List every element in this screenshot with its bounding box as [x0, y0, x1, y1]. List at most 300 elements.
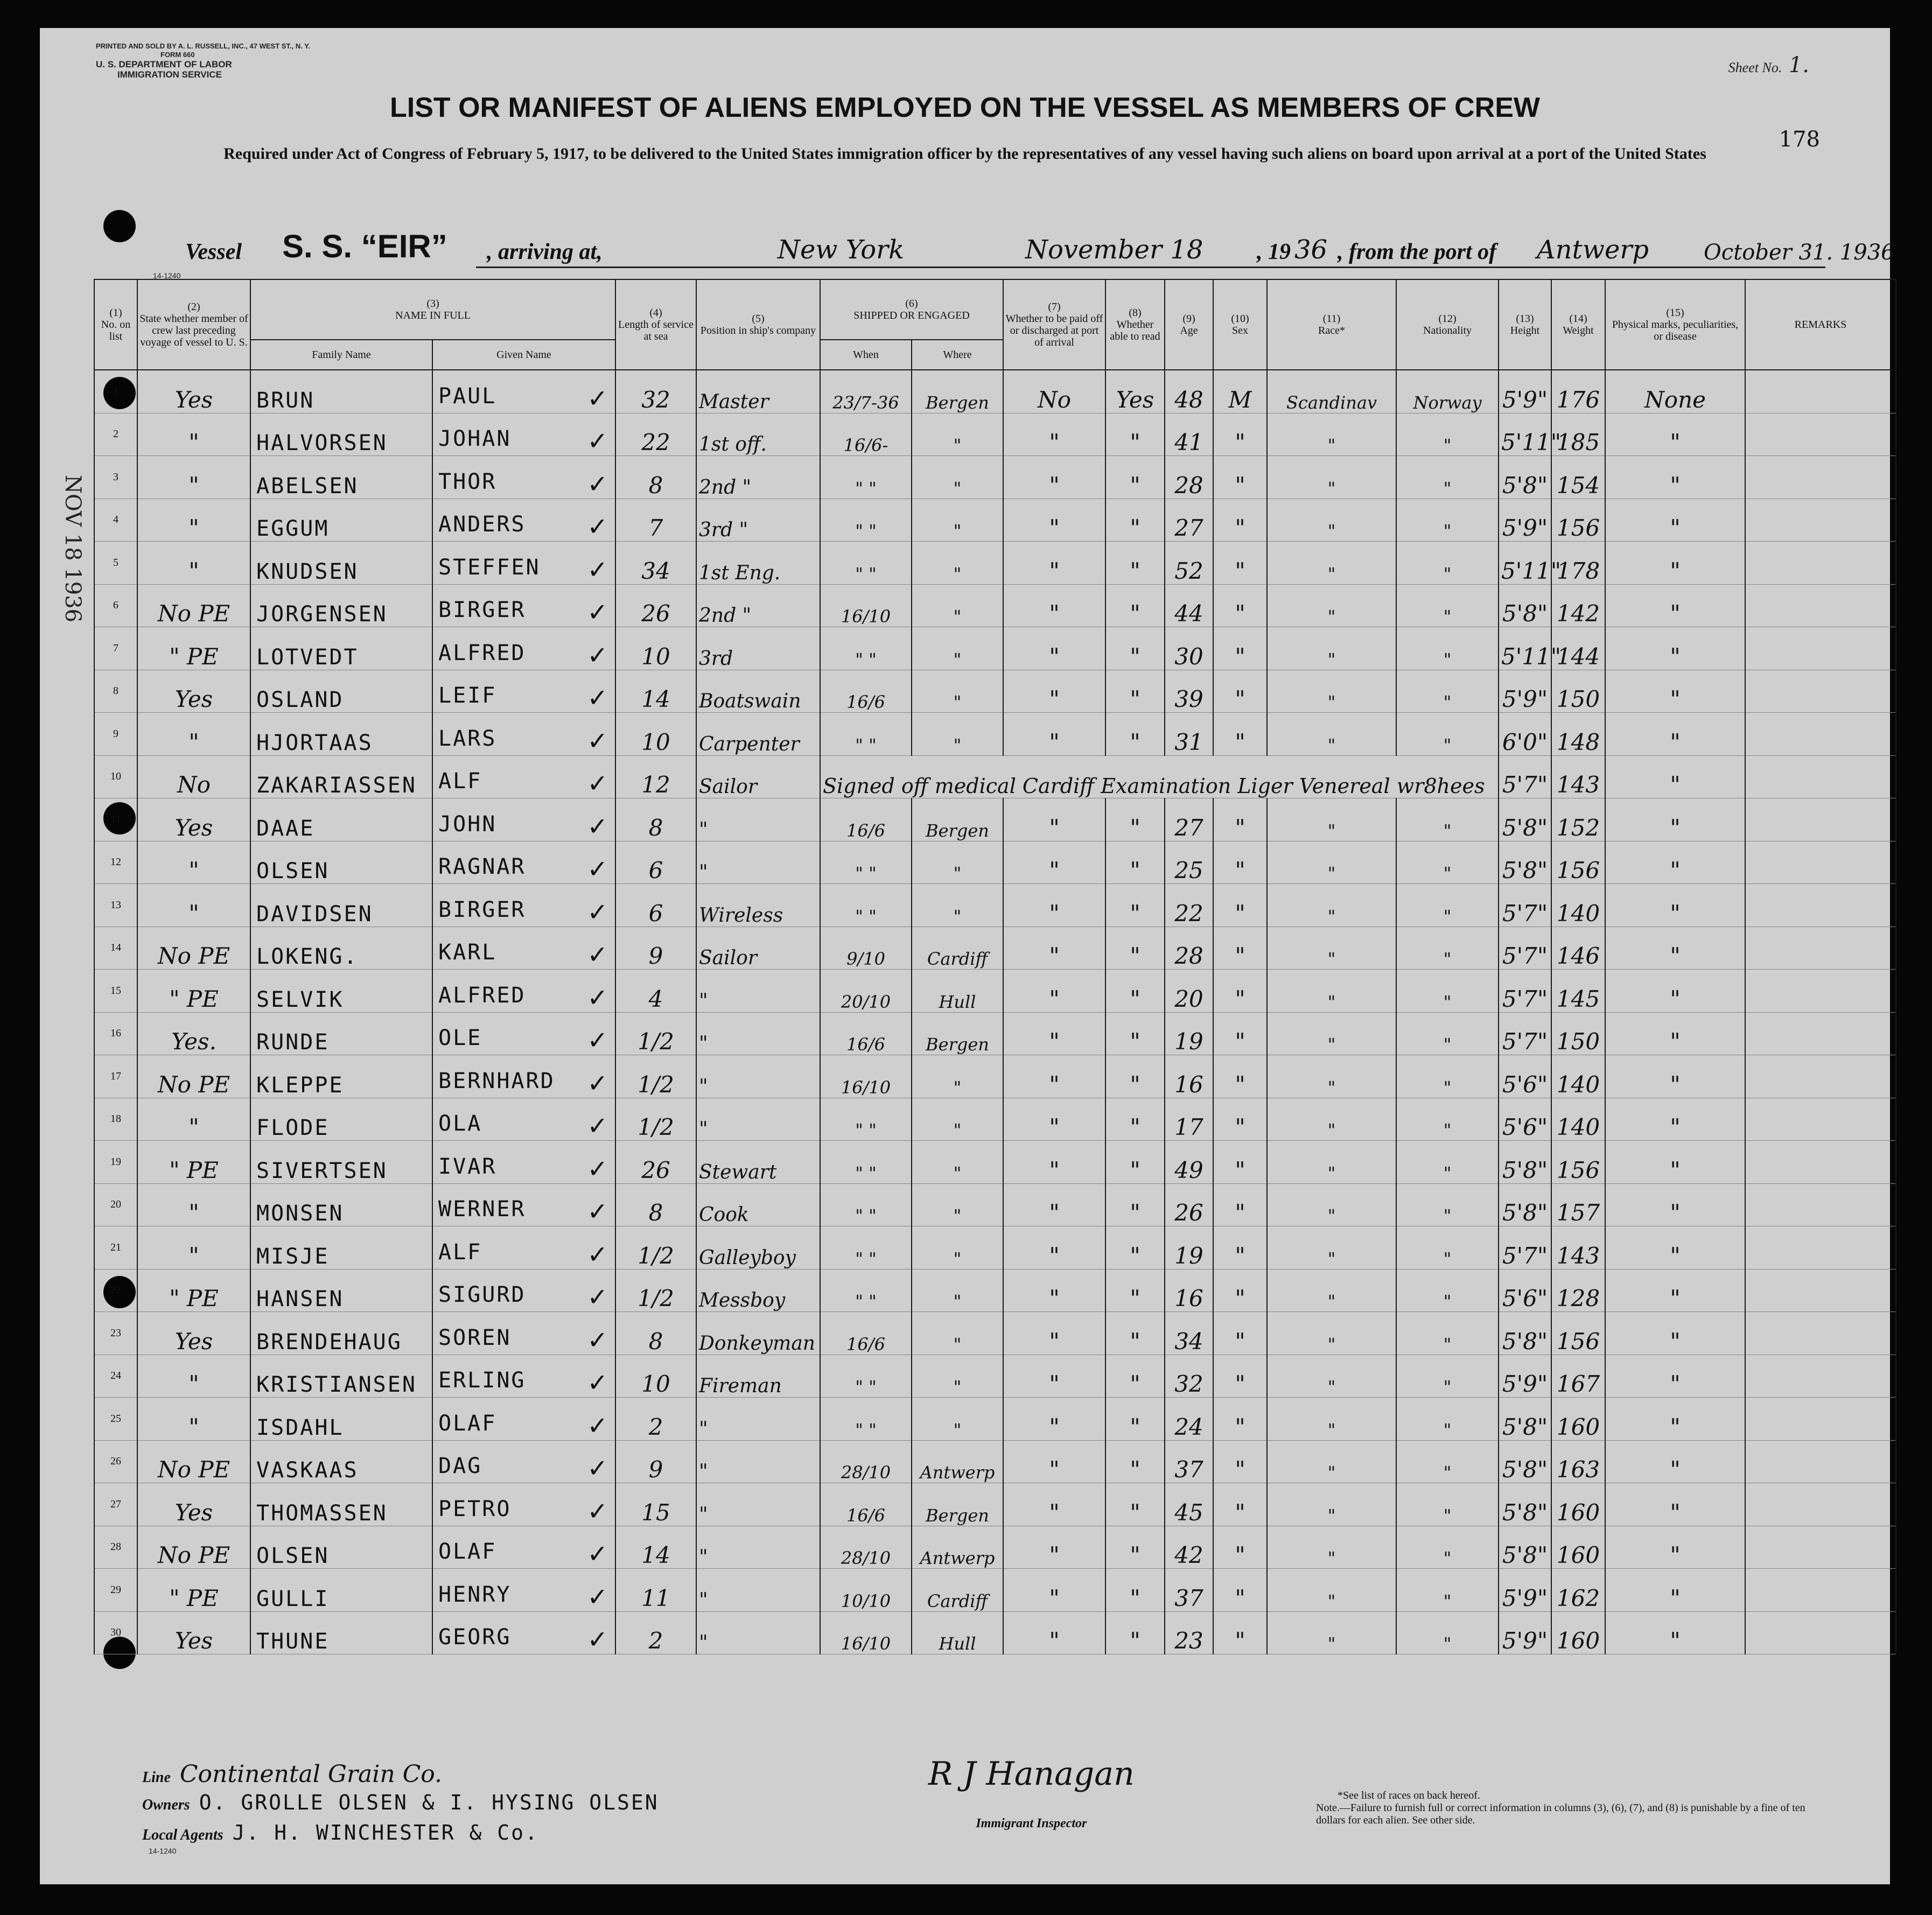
page-number: 178 — [1779, 127, 1820, 152]
departure-date: October 31. 1936 — [1704, 240, 1895, 265]
col-read-header: (8) Whether able to read — [1105, 279, 1165, 370]
age-cell: 22 — [1165, 884, 1213, 927]
sheet-number-label: Sheet No. — [1728, 60, 1782, 75]
check-mark-icon: ✓ — [587, 1496, 610, 1526]
nationality-cell: " — [1396, 456, 1499, 499]
table-row — [94, 1483, 1896, 1526]
nationality-cell: " — [1396, 970, 1499, 1013]
service-cell: 22 — [615, 413, 696, 456]
when-cell: 23/7-36 — [820, 370, 912, 413]
physical-marks-cell: " — [1605, 584, 1745, 627]
where-cell: Bergen — [912, 370, 1003, 413]
height-cell: 5'7" — [1499, 1012, 1551, 1055]
prev-voyage-cell: " — [137, 1355, 250, 1398]
col-given-name-header: Given Name — [432, 340, 615, 370]
col-age-header: (9) Age — [1165, 279, 1213, 370]
prev-voyage-cell: " — [137, 542, 250, 585]
paid-off-cell: " — [1003, 1269, 1105, 1312]
weight-cell: 176 — [1551, 370, 1605, 413]
when-cell: 10/10 — [820, 1569, 912, 1612]
height-cell: 5'7" — [1499, 755, 1551, 798]
prev-voyage-cell: " PE — [137, 1269, 250, 1312]
sex-cell: " — [1213, 841, 1267, 884]
given-name-text: IVAR — [438, 1154, 497, 1179]
weight-cell: 185 — [1551, 413, 1605, 456]
race-cell: " — [1267, 1611, 1396, 1654]
check-mark-icon: ✓ — [587, 1239, 610, 1269]
where-cell: " — [912, 1055, 1003, 1098]
read-cell: " — [1105, 1183, 1165, 1226]
bottom-form-code: 14-1240 — [149, 1847, 177, 1855]
remarks-cell — [1745, 927, 1896, 970]
prev-voyage-cell: " PE — [137, 627, 250, 670]
vessel-line — [185, 222, 1895, 265]
check-mark-icon: ✓ — [587, 1368, 610, 1397]
nationality-cell: " — [1396, 841, 1499, 884]
when-cell: 16/10 — [820, 584, 912, 627]
given-name-cell — [432, 927, 615, 970]
from-port-label: , from the port of — [1338, 240, 1497, 264]
service-name: IMMIGRATION SERVICE — [117, 69, 222, 80]
where-cell: Hull — [912, 1611, 1003, 1654]
row-number: 2 — [94, 413, 137, 456]
physical-marks-cell: " — [1605, 542, 1745, 585]
table-row — [94, 1098, 1896, 1141]
where-cell: Hull — [912, 970, 1003, 1013]
table-row — [94, 1012, 1896, 1055]
check-mark-icon: ✓ — [587, 983, 610, 1012]
prev-voyage-cell: " — [137, 1183, 250, 1226]
physical-marks-cell: " — [1605, 841, 1745, 884]
position-cell: " — [696, 1611, 820, 1654]
age-cell: 45 — [1165, 1483, 1213, 1526]
remarks-cell — [1745, 584, 1896, 627]
sex-cell: " — [1213, 1355, 1267, 1398]
service-cell: 12 — [615, 755, 696, 798]
crew-rows — [94, 370, 1896, 1654]
row-number: 27 — [94, 1483, 137, 1526]
position-cell: " — [696, 1483, 820, 1526]
physical-marks-cell: " — [1605, 798, 1745, 841]
race-cell: " — [1267, 1183, 1396, 1226]
paid-off-cell: No — [1003, 370, 1105, 413]
paid-off-cell: " — [1003, 713, 1105, 756]
arriving-label: , arriving at, — [487, 240, 603, 264]
prev-voyage-cell: No PE — [137, 927, 250, 970]
family-name-cell: GULLI — [250, 1569, 432, 1612]
paid-off-cell: " — [1003, 1012, 1105, 1055]
when-cell: 16/6 — [820, 798, 912, 841]
col-race-header: (11) Race* — [1267, 279, 1396, 370]
remarks-cell — [1745, 1055, 1896, 1098]
remarks-cell — [1745, 1440, 1896, 1483]
table-row — [94, 798, 1896, 841]
position-cell: " — [696, 1398, 820, 1441]
col-paid-off-header: (7) Whether to be paid off or discharged at port of arrival — [1003, 279, 1105, 370]
given-name-text: DAG — [438, 1454, 482, 1478]
paid-off-cell: " — [1003, 1611, 1105, 1654]
service-cell: 10 — [615, 713, 696, 756]
position-cell: " — [696, 970, 820, 1013]
position-cell: " — [696, 1440, 820, 1483]
remarks-cell — [1745, 1312, 1896, 1355]
when-cell: " " — [820, 841, 912, 884]
when-cell: " " — [820, 1141, 912, 1184]
physical-marks-cell: " — [1605, 1141, 1745, 1184]
when-cell: " " — [820, 542, 912, 585]
race-cell: " — [1267, 798, 1396, 841]
sex-cell: " — [1213, 584, 1267, 627]
given-name-cell — [432, 370, 615, 413]
nationality-cell: " — [1396, 1183, 1499, 1226]
nationality-cell: " — [1396, 1440, 1499, 1483]
age-cell: 39 — [1165, 670, 1213, 713]
sex-cell: " — [1213, 713, 1267, 756]
height-cell: 5'8" — [1499, 1483, 1551, 1526]
remarks-cell — [1745, 970, 1896, 1013]
table-row — [94, 1440, 1896, 1483]
prev-voyage-cell: Yes — [137, 798, 250, 841]
nationality-cell: " — [1396, 542, 1499, 585]
weight-cell: 150 — [1551, 1012, 1605, 1055]
where-cell: " — [912, 627, 1003, 670]
given-name-text: KARL — [438, 940, 497, 965]
given-name-cell — [432, 1440, 615, 1483]
printer-line: PRINTED AND SOLD BY A. L. RUSSELL, INC., 47 WEST ST., N. Y. — [96, 42, 310, 50]
given-name-text: STEFFEN — [438, 555, 541, 580]
family-name-cell: JORGENSEN — [250, 584, 432, 627]
read-cell: " — [1105, 1398, 1165, 1441]
weight-cell: 140 — [1551, 1098, 1605, 1141]
nationality-cell: " — [1396, 798, 1499, 841]
height-cell: 5'8" — [1499, 1526, 1551, 1569]
given-name-text: THOR — [438, 469, 497, 494]
given-name-text: SOREN — [438, 1325, 512, 1350]
check-mark-icon: ✓ — [587, 1325, 610, 1355]
check-mark-icon: ✓ — [587, 897, 610, 927]
weight-cell: 148 — [1551, 713, 1605, 756]
check-mark-icon: ✓ — [587, 1154, 610, 1183]
prev-voyage-cell: No PE — [137, 1440, 250, 1483]
physical-marks-cell: " — [1605, 884, 1745, 927]
prev-voyage-cell: " PE — [137, 1141, 250, 1184]
nationality-cell: " — [1396, 1526, 1499, 1569]
weight-cell: 140 — [1551, 1055, 1605, 1098]
remarks-cell — [1745, 1098, 1896, 1141]
age-cell: 24 — [1165, 1398, 1213, 1441]
service-cell: 15 — [615, 1483, 696, 1526]
service-cell: 6 — [615, 841, 696, 884]
col-position-header: (5) Position in ship's company — [696, 279, 820, 370]
height-cell: 5'9" — [1499, 1355, 1551, 1398]
weight-cell: 152 — [1551, 798, 1605, 841]
family-name-cell: MISJE — [250, 1226, 432, 1269]
table-row — [94, 1312, 1896, 1355]
sex-cell: " — [1213, 627, 1267, 670]
given-name-cell — [432, 755, 615, 798]
race-cell: Scandinav — [1267, 370, 1396, 413]
race-cell: " — [1267, 1012, 1396, 1055]
service-cell: 2 — [615, 1398, 696, 1441]
family-name-cell: DAAE — [250, 798, 432, 841]
height-cell: 5'7" — [1499, 1226, 1551, 1269]
given-name-text: ALF — [438, 769, 482, 794]
nationality-cell: " — [1396, 713, 1499, 756]
col-name-header: (3) NAME IN FULL — [250, 279, 615, 340]
service-cell: 8 — [615, 798, 696, 841]
read-cell: " — [1105, 584, 1165, 627]
sex-cell: " — [1213, 1012, 1267, 1055]
where-cell: Bergen — [912, 1012, 1003, 1055]
prev-voyage-cell: Yes. — [137, 1012, 250, 1055]
weight-cell: 156 — [1551, 1141, 1605, 1184]
arrival-date: November 18 — [1025, 235, 1203, 265]
nationality-cell: " — [1396, 1269, 1499, 1312]
prev-voyage-cell: Yes — [137, 370, 250, 413]
prev-voyage-cell: " — [137, 456, 250, 499]
penalty-note: Note.—Failure to furnish full or correct information in columns (3), (6), (7), and (8) is punishable by a fine of ten dollars for each alien. See other side. — [1316, 1802, 1805, 1826]
race-cell: " — [1267, 1398, 1396, 1441]
age-cell: 19 — [1165, 1012, 1213, 1055]
race-cell: " — [1267, 1483, 1396, 1526]
remarks-cell — [1745, 1269, 1896, 1312]
position-cell: " — [696, 841, 820, 884]
sex-cell: " — [1213, 1611, 1267, 1654]
given-name-text: LEIF — [438, 683, 497, 708]
given-name-text: ANDERS — [438, 512, 526, 537]
height-cell: 5'8" — [1499, 1398, 1551, 1441]
col-family-name-header: Family Name — [250, 340, 432, 370]
position-cell: Wireless — [696, 884, 820, 927]
row-number: 19 — [94, 1141, 137, 1184]
weight-cell: 128 — [1551, 1269, 1605, 1312]
check-mark-icon: ✓ — [587, 769, 610, 798]
document-subtitle: Required under Act of Congress of February 5, 1917, to be delivered to the United States immigration officer by the representatives of any vessel having such aliens on board upon arrival at a port of the United States — [223, 145, 1706, 163]
sex-cell: " — [1213, 1483, 1267, 1526]
col-no-header: (1) No. on list — [94, 279, 137, 370]
age-cell: 16 — [1165, 1269, 1213, 1312]
given-name-text: OLA — [438, 1111, 482, 1136]
where-cell: " — [912, 713, 1003, 756]
position-cell: 2nd " — [696, 584, 820, 627]
row-number: 29 — [94, 1569, 137, 1612]
sex-cell: " — [1213, 1398, 1267, 1441]
read-cell: " — [1105, 1012, 1165, 1055]
height-cell: 5'8" — [1499, 841, 1551, 884]
race-cell: " — [1267, 413, 1396, 456]
table-row — [94, 713, 1896, 756]
where-cell: Bergen — [912, 1483, 1003, 1526]
race-cell: " — [1267, 713, 1396, 756]
paid-off-cell: " — [1003, 884, 1105, 927]
race-cell: " — [1267, 1098, 1396, 1141]
paid-off-cell: " — [1003, 1226, 1105, 1269]
col-height-header: (13) Height — [1499, 279, 1551, 370]
col-nationality-header: (12) Nationality — [1396, 279, 1499, 370]
family-name-cell: BRENDEHAUG — [250, 1312, 432, 1355]
weight-cell: 154 — [1551, 456, 1605, 499]
given-name-cell — [432, 413, 615, 456]
age-cell: 41 — [1165, 413, 1213, 456]
age-cell: 42 — [1165, 1526, 1213, 1569]
col-weight-header: (14) Weight — [1551, 279, 1605, 370]
read-cell: " — [1105, 499, 1165, 542]
service-cell: 1/2 — [615, 1226, 696, 1269]
col-service-header: (4) Length of service at sea — [615, 279, 696, 370]
family-name-cell: LOKENG. — [250, 927, 432, 970]
height-cell: 5'6" — [1499, 1098, 1551, 1141]
when-cell: " " — [820, 1098, 912, 1141]
when-cell: " " — [820, 627, 912, 670]
prev-voyage-cell: " — [137, 499, 250, 542]
given-name-cell — [432, 670, 615, 713]
manifest-sheet — [40, 28, 1895, 1884]
check-mark-icon: ✓ — [587, 1539, 610, 1568]
paid-off-cell: " — [1003, 1098, 1105, 1141]
check-mark-icon: ✓ — [587, 640, 610, 670]
given-name-text: RAGNAR — [438, 854, 526, 879]
nationality-cell: " — [1396, 499, 1499, 542]
owners-value: O. GROLLE OLSEN & I. HYSING OLSEN — [199, 1791, 659, 1814]
prev-voyage-cell: No PE — [137, 1055, 250, 1098]
race-cell: " — [1267, 927, 1396, 970]
given-name-text: ERLING — [438, 1368, 526, 1393]
table-row — [94, 499, 1896, 542]
height-cell: 5'8" — [1499, 1141, 1551, 1184]
table-row — [94, 1183, 1896, 1226]
when-cell: 16/6 — [820, 1312, 912, 1355]
position-cell: 3rd " — [696, 499, 820, 542]
remarks-cell — [1745, 1526, 1896, 1569]
sex-cell: " — [1213, 413, 1267, 456]
where-cell: " — [912, 499, 1003, 542]
where-cell: " — [912, 884, 1003, 927]
prev-voyage-cell: " PE — [137, 970, 250, 1013]
service-cell: 9 — [615, 1440, 696, 1483]
given-name-text: ALFRED — [438, 640, 526, 665]
paid-off-cell: " — [1003, 1569, 1105, 1612]
row-number: 20 — [94, 1183, 137, 1226]
race-cell: " — [1267, 1226, 1396, 1269]
check-mark-icon: ✓ — [587, 1068, 610, 1098]
physical-marks-cell: " — [1605, 1226, 1745, 1269]
check-mark-icon: ✓ — [587, 1282, 610, 1311]
weight-cell: 160 — [1551, 1398, 1605, 1441]
family-name-cell: EGGUM — [250, 499, 432, 542]
height-cell: 5'6" — [1499, 1269, 1551, 1312]
check-mark-icon: ✓ — [587, 383, 610, 413]
given-name-text: BIRGER — [438, 897, 526, 922]
service-cell: 1/2 — [615, 1098, 696, 1141]
table-row — [94, 927, 1896, 970]
agents-label: Local Agents — [142, 1827, 223, 1843]
sex-cell: " — [1213, 927, 1267, 970]
nationality-cell: Norway — [1396, 370, 1499, 413]
row-number: 30 — [94, 1611, 137, 1654]
position-cell: Messboy — [696, 1269, 820, 1312]
given-name-cell — [432, 841, 615, 884]
where-cell: " — [912, 1398, 1003, 1441]
nationality-cell: " — [1396, 413, 1499, 456]
physical-marks-cell: " — [1605, 1483, 1745, 1526]
span-note-cell: Signed off medical Cardiff Examination Liger Venereal wr8hees — [820, 755, 1499, 798]
weight-cell: 145 — [1551, 970, 1605, 1013]
age-cell: 37 — [1165, 1440, 1213, 1483]
age-cell: 27 — [1165, 499, 1213, 542]
family-name-cell: OLSEN — [250, 841, 432, 884]
remarks-cell — [1745, 542, 1896, 585]
family-name-cell: THUNE — [250, 1611, 432, 1654]
row-number: 10 — [94, 755, 137, 798]
given-name-text: BIRGER — [438, 598, 526, 622]
manifest-footer — [142, 1755, 1865, 1857]
age-cell: 30 — [1165, 627, 1213, 670]
physical-marks-cell: " — [1605, 1098, 1745, 1141]
row-number: 12 — [94, 841, 137, 884]
position-cell: Cook — [696, 1183, 820, 1226]
line-value: Continental Grain Co. — [179, 1760, 443, 1788]
service-cell: 10 — [615, 1355, 696, 1398]
col-prev-voyage-header: (2) State whether member of crew last preceding voyage of vessel to U. S. — [137, 279, 250, 370]
weight-cell: 160 — [1551, 1483, 1605, 1526]
given-name-text: HENRY — [438, 1582, 512, 1607]
position-cell: " — [696, 1526, 820, 1569]
sex-cell: " — [1213, 884, 1267, 927]
given-name-text: GEORG — [438, 1625, 512, 1650]
family-name-cell: KLEPPE — [250, 1055, 432, 1098]
given-name-cell — [432, 713, 615, 756]
paid-off-cell: " — [1003, 927, 1105, 970]
weight-cell: 142 — [1551, 584, 1605, 627]
family-name-cell: ISDAHL — [250, 1398, 432, 1441]
table-row — [94, 1398, 1896, 1441]
remarks-cell — [1745, 1483, 1896, 1526]
position-cell: Boatswain — [696, 670, 820, 713]
prev-voyage-cell: No PE — [137, 584, 250, 627]
row-number: 9 — [94, 713, 137, 756]
service-cell: 26 — [615, 584, 696, 627]
paid-off-cell: " — [1003, 1440, 1105, 1483]
given-name-cell — [432, 499, 615, 542]
height-cell: 5'8" — [1499, 1183, 1551, 1226]
row-number: 24 — [94, 1355, 137, 1398]
position-cell: Carpenter — [696, 713, 820, 756]
sex-cell: " — [1213, 670, 1267, 713]
stamp-date: NOV 18 1936 — [60, 475, 85, 623]
table-row — [94, 755, 1896, 798]
vessel-name: S. S. “EIR” — [282, 228, 447, 264]
position-cell: " — [696, 1012, 820, 1055]
col-when-header: When — [820, 340, 912, 370]
age-cell: 28 — [1165, 927, 1213, 970]
service-cell: 7 — [615, 499, 696, 542]
age-cell: 37 — [1165, 1569, 1213, 1612]
race-cell: " — [1267, 1269, 1396, 1312]
age-cell: 49 — [1165, 1141, 1213, 1184]
position-cell: Sailor — [696, 927, 820, 970]
read-cell: " — [1105, 1611, 1165, 1654]
remarks-cell — [1745, 413, 1896, 456]
remarks-cell — [1745, 755, 1896, 798]
weight-cell: 157 — [1551, 1183, 1605, 1226]
nationality-cell: " — [1396, 1012, 1499, 1055]
crew-table-wrapper — [94, 279, 1895, 1654]
col-sex-header: (10) Sex — [1213, 279, 1267, 370]
printer-imprint — [96, 42, 310, 80]
nationality-cell: " — [1396, 1611, 1499, 1654]
position-cell: " — [696, 1098, 820, 1141]
given-name-cell — [432, 970, 615, 1013]
